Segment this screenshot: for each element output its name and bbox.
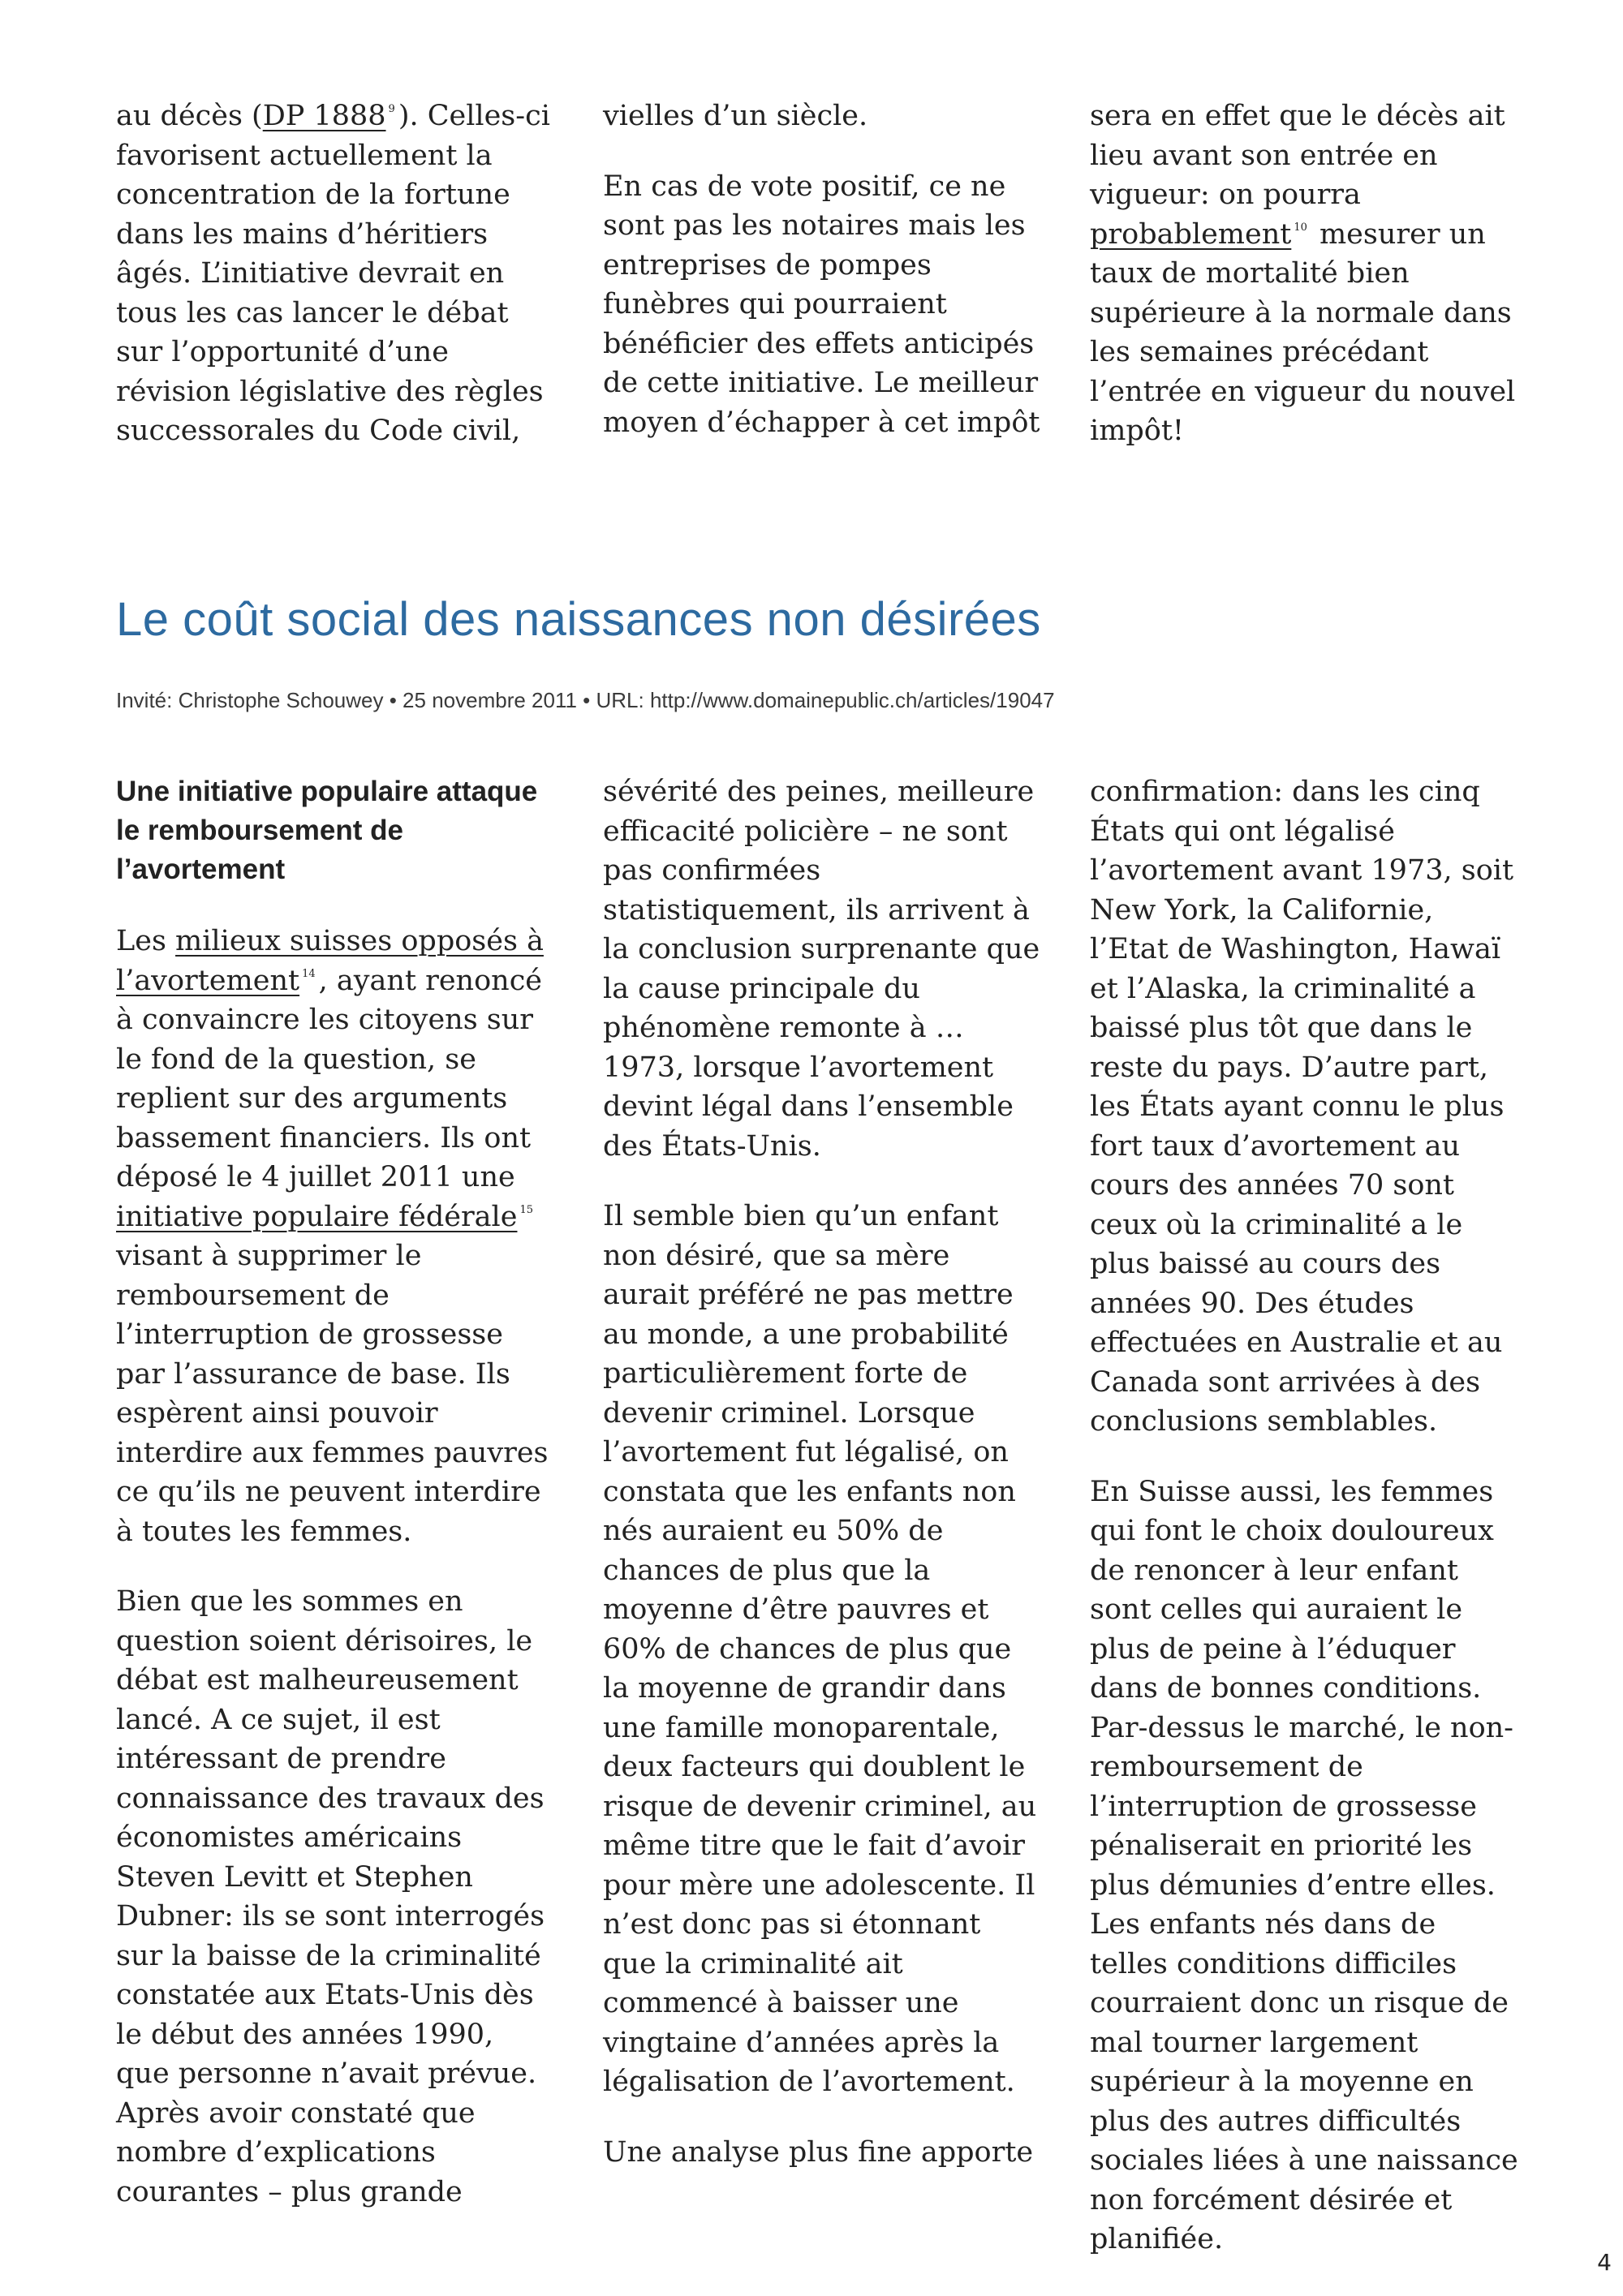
article-col2-paragraph-1: sévérité des peines, meilleure efficacité policière – ne sont pas confirmées statistiquement, ils arrivent à la conclusion surprenante que la cause principale du phénomène remonte à … 1973, lorsque l’avortement devint légal dans l’ensemble des États-Unis. xyxy=(603,776,1040,1163)
footnote-ref-14[interactable]: 14 xyxy=(302,967,316,980)
article-col1-paragraph-2: Bien que les sommes en question soient dérisoires, le débat est malheureusement lancé. A ce sujet, il est intéressant de prendre connaissance des travaux des économistes américains Steven Levitt et Stephen Dubner: ils se sont interrogés sur la baisse de la criminalité constatée aux Etats-Unis dès le début des années 1990, que personne n’avait prévue. Après avoir constaté que nombre d’explications courantes – plus grande xyxy=(116,1585,545,2208)
prev-article-col3-paragraph: sera en effet que le décès ait lieu avant son entrée en vigueur: on pourra probablement $^{10}$ mesurer un taux de mortalité bien supérieure à la normale dans les semaines précédant l’entrée en vigueur du nouvel impôt! xyxy=(1090,100,1516,447)
article-col2-paragraph-2: Il semble bien qu’un enfant non désiré, que sa mère aurait préféré ne pas mettre au monde, a une probabilité particulièrement forte de devenir criminel. Lorsque l’avortement fut légalisé, on constata que les enfants non nés auraient eu 50% de chances de plus que la moyenne d’être pauvres et 60% de chances de plus que la moyenne de grandir dans une famille monoparentale, deux facteurs qui doublent le risque de devenir criminel, au même titre que le fait d’avoir pour mère une adolescente. Il n’est donc pas si étonnant que la criminalité ait commencé à baisser une vingtaine d’années après la légalisation de l’avortement. xyxy=(603,1200,1037,2098)
footnote-ref-15[interactable]: 15 xyxy=(519,1203,534,1216)
prev-article-column-3 xyxy=(1090,97,1520,451)
prev-article-column-2 xyxy=(603,97,1041,442)
article-col3-paragraph-2: En Suisse aussi, les femmes qui font le choix douloureux de renoncer à leur enfant sont celles qui auraient le plus de peine à l’éduquer dans de bonnes conditions. Par-dessus le marché, le non-remboursement de l’interruption de grossesse pénaliserait en priorité les plus démunies d’entre elles. Les enfants nés dans de telles conditions difficiles courraient donc un risque de mal tourner largement supérieur à la moyenne en plus des autres difficultés sociales liées à une naissance non forcément désirée et planifiée. xyxy=(1090,1475,1518,2255)
article-column-1 xyxy=(116,772,554,2212)
article-title: Le coût social des naissances non désirées xyxy=(116,593,1041,646)
page-number: 4 xyxy=(1597,2249,1612,2276)
article-col3-paragraph-1: confirmation: dans les cinq États qui ont légalisé l’avortement avant 1973, soit New York, la Californie, l’Etat de Washington, Hawaï et l’Alaska, la criminalité a baissé plus tôt que dans le reste du pays. D’autre part, les États ayant connu le plus fort taux d’avortement au cours des années 70 sont ceux où la criminalité a le plus baissé au cours des années 90. Des études effectuées en Australie et au Canada sont arrivées à des conclusions semblables. xyxy=(1090,776,1514,1438)
article-subheading: Une initiative populaire attaque le remboursement de l’avortement xyxy=(116,776,538,885)
article-column-3 xyxy=(1090,772,1520,2259)
prev-article-col1-paragraph: au décès (DP 1888 $^9$ ). Celles-ci favorisent actuellement la concentration de la fortune dans les mains d’héritiers âgés. L’initiative devrait en tous les cas lancer le débat sur l’opportunité d’une révision législative des règles successorales du Code civil, xyxy=(116,100,550,447)
dp-1888-link[interactable]: DP 1888 xyxy=(262,100,386,132)
prev-article-column-1 xyxy=(116,97,554,451)
footnote-ref-10[interactable]: 10 xyxy=(1294,221,1307,234)
prev-article-col2-paragraph-1: vielles d’un siècle. xyxy=(603,100,868,132)
prev-article-col2-paragraph-2: En cas de vote positif, ce ne sont pas les notaires mais les entreprises de pompes funèbres qui pourraient bénéficier des effets anticipés de cette initiative. Le meilleur moyen d’échapper à cet impôt xyxy=(603,170,1040,439)
probablement-link[interactable]: probablement xyxy=(1090,217,1292,251)
milieux-opposes-link[interactable]: milieux suisses opposés à l’avortement xyxy=(116,925,544,997)
article-meta: Invité: Christophe Schouwey • 25 novembre 2011 • URL: http://www.domainepublic.ch/articles/19047 xyxy=(116,688,1055,712)
article-column-2 xyxy=(603,772,1041,2172)
footnote-ref-9[interactable]: 9 xyxy=(388,103,395,115)
article-col1-paragraph-1: Les milieux suisses opposés à l’avortement $^{14}$ , ayant renoncé à convaincre les citoyens sur le fond de la question, se replient sur des arguments bassement financiers. Ils ont déposé le 4 juillet 2011 une initiative populaire fédérale $^{15}$ visant à supprimer le remboursement de l’interruption de grossesse par l’assurance de base. Ils espèrent ainsi pouvoir interdire aux femmes pauvres ce qu’ils ne peuvent interdire à toutes les femmes. xyxy=(116,925,549,1548)
article-col2-paragraph-3: Une analyse plus fine apporte xyxy=(603,2135,1034,2169)
initiative-populaire-link[interactable]: initiative populaire fédérale xyxy=(116,1200,518,1233)
